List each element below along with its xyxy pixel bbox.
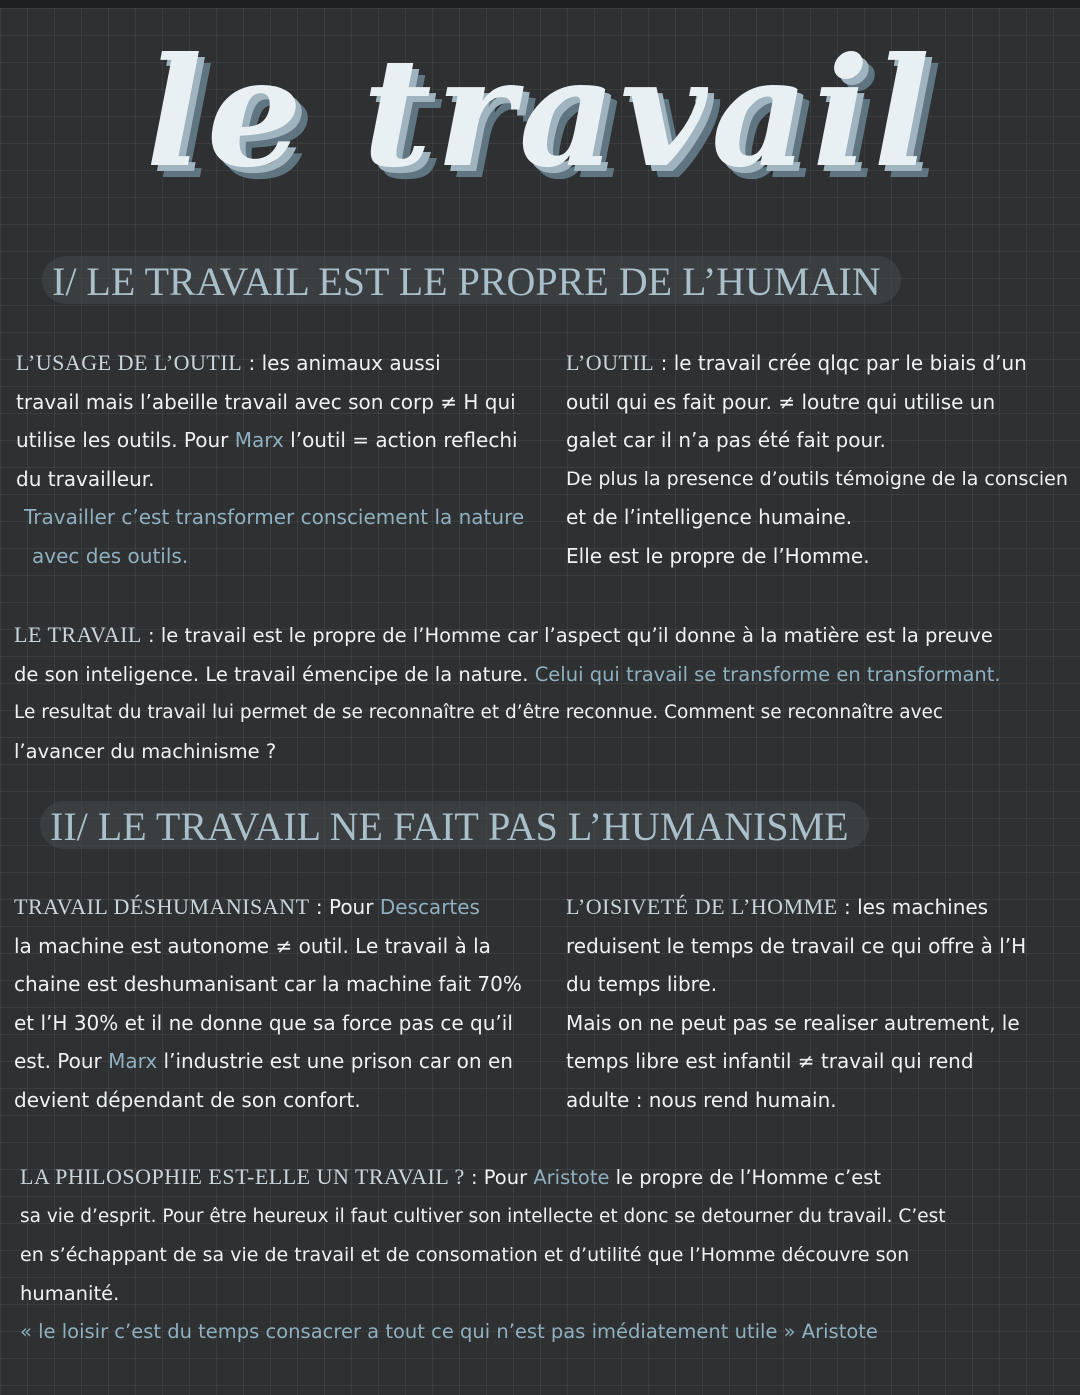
philosophie-quote: « le loisir c’est du temps consacrer a tout ce qui n’est pas imédiatement utile » <box>20 1320 796 1343</box>
deshumanisant-line-3: chaine est deshumanisant car la machine fait 70% <box>14 972 522 996</box>
philosophie-line-1a: Pour <box>483 1166 534 1189</box>
philosophie-quote-author: Aristote <box>801 1320 878 1343</box>
outil-label: L’OUTIL <box>566 350 655 375</box>
outil-line-3: galet car il n’a pas été fait pour. <box>566 428 886 452</box>
usage-outil-sep: : <box>242 351 262 375</box>
deshumanisant-label: TRAVAIL DÉSHUMANISANT <box>14 894 310 919</box>
le-travail-label: LE TRAVAIL <box>14 622 142 647</box>
oisivete-block <box>566 888 1072 1119</box>
outil-line-4: De plus la presence d’outils témoigne de la conscien <box>566 467 1068 490</box>
deshumanisant-line-2: la machine est autonome ≠ outil. Le travail à la <box>14 933 491 958</box>
oisivete-line-4: Mais on ne peut pas se realiser autrement, le <box>566 1010 1020 1035</box>
deshumanisant-block <box>14 888 544 1119</box>
deshumanisant-descartes: Descartes <box>379 895 480 919</box>
le-travail-line-3: Le resultat du travail lui permet de se reconnaître et d’être reconnue. Comment se reconnaître avec <box>14 702 944 723</box>
usage-outil-label: L’USAGE DE L’OUTIL <box>16 350 243 375</box>
section-1-heading <box>42 256 901 304</box>
usage-outil-line-2: travail mais l’abeille travail avec son corp ≠ H qui <box>16 389 516 414</box>
outil-line-1: le travail crée qlqc par le biais d’un <box>673 351 1027 375</box>
le-travail-block <box>14 616 1070 771</box>
philosophie-line-2: sa vie d’esprit. Pour être heureux il faut cultiver son intellecte et donc se detourner du travail. C’est <box>20 1205 946 1227</box>
oisivete-sep: : <box>837 895 858 919</box>
philosophie-line-4: humanité. <box>20 1281 120 1305</box>
deshumanisant-line-1a: Pour <box>328 895 380 919</box>
philosophie-line-3: en s’échappant de sa vie de travail et de consomation et d’utilité que l’Homme découvre son <box>20 1244 910 1266</box>
deshumanisant-line-5a: est. Pour <box>14 1049 109 1073</box>
usage-outil-blue-2: avec des outils. <box>32 543 189 568</box>
philosophie-block <box>20 1158 1070 1352</box>
oisivete-line-2: reduisent le temps de travail ce qui offre à l’H <box>566 933 1027 958</box>
outil-sep: : <box>654 351 674 375</box>
usage-outil-blue-1: Travailler c’est transformer consciement la nature <box>24 505 525 529</box>
le-travail-line-2a: de son inteligence. Le travail émencipe de la nature. <box>14 662 535 686</box>
outil-line-2: outil qui es fait pour. ≠ loutre qui utilise un <box>566 389 996 414</box>
deshumanisant-line-4: et l’H 30% et il ne donne que sa force pas ce qu’il <box>14 1010 513 1035</box>
oisivete-line-5: temps libre est infantil ≠ travail qui rend <box>566 1049 974 1073</box>
usage-outil-line-4: du travailleur. <box>16 466 155 491</box>
deshumanisant-sep: : <box>309 895 329 919</box>
section-1-heading-text: I/ LE TRAVAIL EST LE PROPRE DE L’HUMAIN <box>52 259 881 304</box>
outil-block <box>566 344 1076 575</box>
usage-outil-line-3b: l’outil = action reflechi <box>283 428 518 452</box>
outil-line-5: et de l’intelligence humaine. <box>566 505 853 529</box>
oisivete-line-1: les machines <box>857 895 989 919</box>
section-2-heading <box>40 801 869 849</box>
oisivete-line-6: adulte : nous rend humain. <box>566 1087 837 1112</box>
philosophie-sep: : <box>464 1166 484 1189</box>
deshumanisant-line-6: devient dépendant de son confort. <box>14 1087 361 1112</box>
oisivete-line-3: du temps libre. <box>566 972 718 996</box>
le-travail-line-2b: Celui qui travail se transforme en transformant. <box>534 662 1001 686</box>
le-travail-line-4: l’avancer du machinisme ? <box>14 739 277 763</box>
philosophie-line-1b: le propre de l’Homme c’est <box>609 1166 882 1189</box>
philosophie-aristote: Aristote <box>533 1166 610 1189</box>
usage-outil-line-1: les animaux aussi <box>261 351 441 375</box>
deshumanisant-line-5b: l’industrie est une prison car on en <box>157 1049 513 1073</box>
usage-outil-marx: Marx <box>234 428 284 452</box>
le-travail-line-1: le travail est le propre de l’Homme car l’aspect qu’il donne à la matière est la preuve <box>160 624 993 647</box>
page-title: le travail <box>145 25 935 201</box>
deshumanisant-marx: Marx <box>108 1049 158 1073</box>
usage-outil-line-3a: utilise les outils. Pour <box>16 428 235 452</box>
philosophie-label: LA PHILOSOPHIE EST-ELLE UN TRAVAIL ? <box>20 1164 465 1189</box>
le-travail-sep: : <box>141 624 161 647</box>
outil-line-6: Elle est le propre de l’Homme. <box>566 543 870 568</box>
oisivete-label: L’OISIVETÉ DE L’HOMME <box>566 894 838 919</box>
usage-outil-block <box>16 344 536 575</box>
section-2-heading-text: II/ LE TRAVAIL NE FAIT PAS L’HUMANISME <box>50 804 849 849</box>
